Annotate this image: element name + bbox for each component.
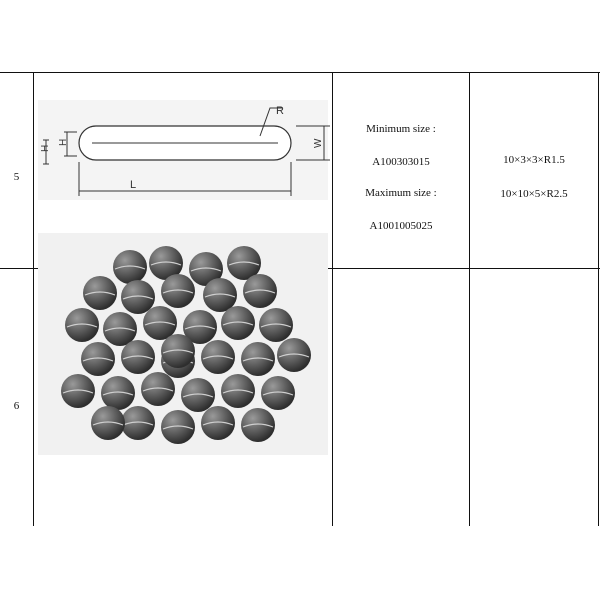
sphere-part: [103, 312, 137, 346]
sphere-part: [113, 250, 147, 284]
maximum-dimensions: 10×10×5×R2.5: [500, 188, 568, 200]
minimum-dimensions: 10×3×3×R1.5: [503, 154, 565, 166]
sphere-part: [161, 410, 195, 444]
sphere-part: [261, 376, 295, 410]
w-label: W: [313, 138, 324, 148]
h-outer-label: H: [40, 144, 51, 152]
sphere-part: [161, 334, 195, 368]
r-label: R: [276, 105, 284, 117]
maximum-size-code: A1001005025: [369, 220, 433, 232]
bar-dimension-diagram: [34, 92, 332, 202]
sphere-part: [201, 406, 235, 440]
l-label: L: [130, 179, 137, 191]
sphere-part: [61, 374, 95, 408]
sphere-part: [241, 408, 275, 442]
sphere-part: [203, 278, 237, 312]
row-number: 5: [13, 171, 20, 183]
row-number: 6: [13, 400, 20, 412]
spheres-illustration: [38, 233, 328, 455]
sphere-part: [161, 274, 195, 308]
minimum-size-code: A100303015: [372, 156, 430, 168]
sphere-part: [141, 372, 175, 406]
sphere-part: [221, 374, 255, 408]
sphere-part: [241, 342, 275, 376]
sphere-part: [121, 280, 155, 314]
sphere-part: [243, 274, 277, 308]
col-divider-2: [332, 72, 333, 526]
table-top-border: [0, 72, 600, 73]
sphere-part: [65, 308, 99, 342]
sphere-part: [143, 306, 177, 340]
sphere-part: [201, 340, 235, 374]
sphere-part: [221, 306, 255, 340]
h-inner-label: H: [58, 138, 69, 146]
sphere-part: [277, 338, 311, 372]
spherical-parts-photo: [38, 233, 328, 455]
col-divider-3: [469, 72, 470, 526]
sphere-part: [259, 308, 293, 342]
sphere-part: [181, 378, 215, 412]
sphere-part: [121, 406, 155, 440]
minimum-size-label: Minimum size :: [366, 123, 436, 135]
sphere-part: [91, 406, 125, 440]
sphere-part: [101, 376, 135, 410]
sphere-part: [81, 342, 115, 376]
maximum-size-label: Maximum size :: [365, 187, 437, 199]
sphere-part: [121, 340, 155, 374]
sphere-part: [83, 276, 117, 310]
table-right-border: [598, 72, 599, 526]
